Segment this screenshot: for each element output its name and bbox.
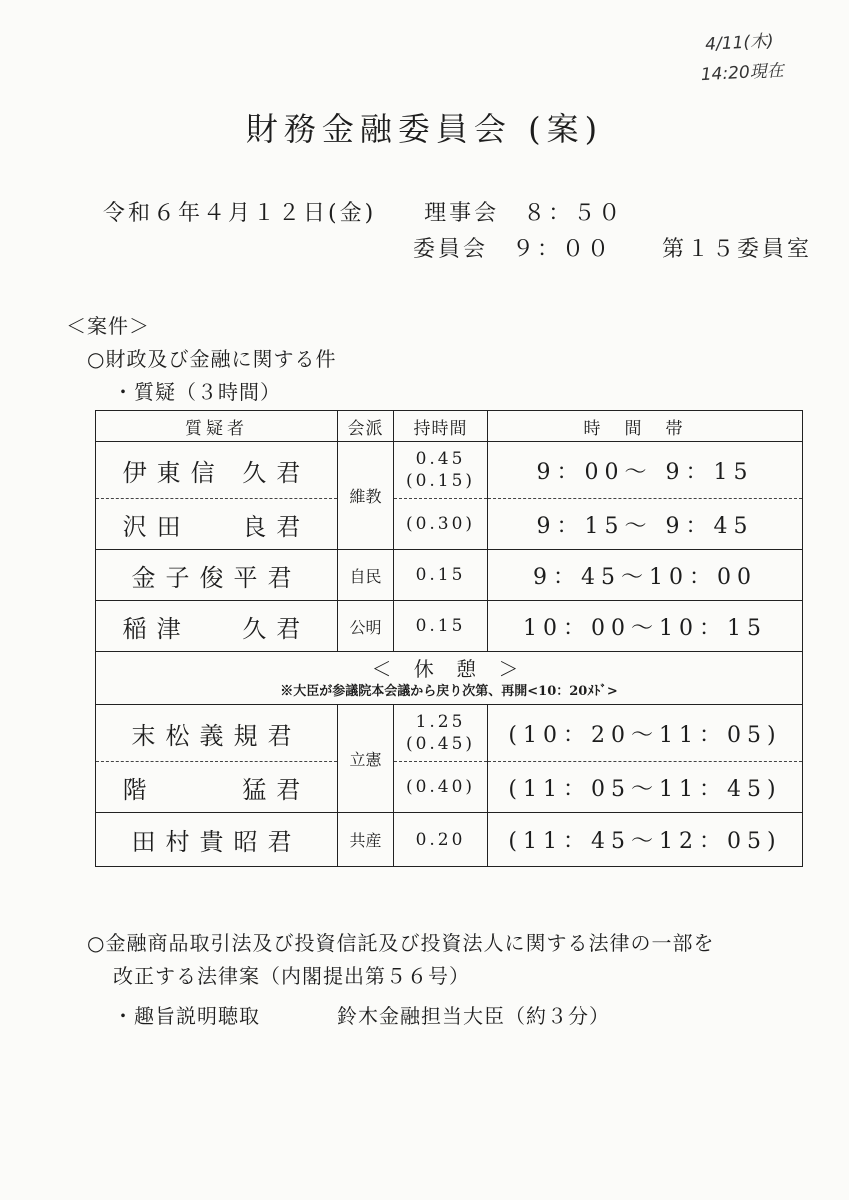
party-cell: 共産 — [338, 813, 394, 867]
table-row — [96, 601, 803, 652]
time-cell — [394, 705, 488, 762]
time-slot: 9：00～ 9：15 — [488, 442, 803, 499]
table-row — [96, 813, 803, 867]
agenda-item-2-sub-label: ・趣旨説明聴取 — [113, 1004, 260, 1028]
time-slot: (11：05～11：45) — [488, 762, 803, 813]
handwritten-note — [698, 26, 784, 90]
schedule-committee-line — [413, 232, 812, 263]
time-cell: (0.40) — [394, 762, 488, 813]
meeting-date: 令和６年４月１２日(金) — [103, 201, 377, 226]
questioner-name: 沢田 良君 — [96, 499, 338, 550]
time-cell: 0.15 — [394, 601, 488, 652]
table-row — [96, 762, 803, 813]
party-cell: 立憲 — [338, 705, 394, 813]
schedule-date-line — [103, 196, 623, 227]
agenda-item-2-sub-detail: 鈴木金融担当大臣（約３分） — [337, 1004, 610, 1028]
committee-label: 委員会 — [413, 237, 489, 262]
header-questioner: 質疑者 — [96, 411, 338, 442]
time-total: 1.25 — [415, 712, 466, 732]
agenda-item-2-title-line1: ○金融商品取引法及び投資信託及び投資法人に関する法律の一部を — [87, 931, 715, 955]
break-row — [96, 652, 803, 705]
agenda-item-1-sub: ・質疑（３時間） — [113, 380, 281, 404]
time-slot: 9：15～ 9：45 — [488, 499, 803, 550]
time-own: (0.15) — [405, 471, 476, 491]
questioner-name: 末松義規君 — [96, 705, 338, 762]
time-own: (0.45) — [405, 734, 476, 754]
time-slot: 9：45～10：00 — [488, 550, 803, 601]
table-row — [96, 442, 803, 499]
board-label: 理事会 — [424, 201, 500, 226]
party-cell: 公明 — [338, 601, 394, 652]
handnote-date: 4/11(木) — [704, 31, 775, 55]
header-slot: 時間帯 — [488, 411, 803, 442]
questioner-name: 稲津 久君 — [96, 601, 338, 652]
break-note: ※大臣が参議院本会議から戻り次第、再開<10：20ﾒﾄﾞ> — [280, 684, 618, 699]
page-title: 財務金融委員会 (案) — [245, 110, 604, 148]
committee-time: ９：００ — [512, 237, 613, 262]
questioner-name: 金子俊平君 — [96, 550, 338, 601]
committee-room: 第１５委員室 — [662, 237, 813, 262]
agenda-item-2-title-line2: 改正する法律案（内閣提出第５６号） — [113, 964, 470, 988]
time-total: 0.45 — [415, 449, 466, 469]
header-time: 持時間 — [394, 411, 488, 442]
party-cell: 自民 — [338, 550, 394, 601]
question-schedule-table — [95, 410, 803, 867]
time-cell: 0.15 — [394, 550, 488, 601]
table-row — [96, 550, 803, 601]
table-row — [96, 499, 803, 550]
table-row — [96, 705, 803, 762]
time-slot: (10：20～11：05) — [488, 705, 803, 762]
agenda-header: ＜案件＞ — [66, 314, 150, 338]
handnote-time: 14:20現在 — [700, 60, 785, 86]
time-slot: (11：45～12：05) — [488, 813, 803, 867]
questioner-name: 伊東信 久君 — [96, 442, 338, 499]
time-cell: (0.30) — [394, 499, 488, 550]
party-cell: 維教 — [338, 442, 394, 550]
questioner-name: 階 猛君 — [96, 762, 338, 813]
agenda-item-1-title: ○財政及び金融に関する件 — [87, 347, 337, 371]
break-cell — [96, 652, 803, 705]
header-party: 会派 — [338, 411, 394, 442]
time-cell: 0.20 — [394, 813, 488, 867]
time-slot: 10：00～10：15 — [488, 601, 803, 652]
board-time: ８：５０ — [523, 201, 624, 226]
questioner-name: 田村貴昭君 — [96, 813, 338, 867]
break-label: ＜ 休 憩 ＞ — [371, 657, 527, 681]
time-cell — [394, 442, 488, 499]
